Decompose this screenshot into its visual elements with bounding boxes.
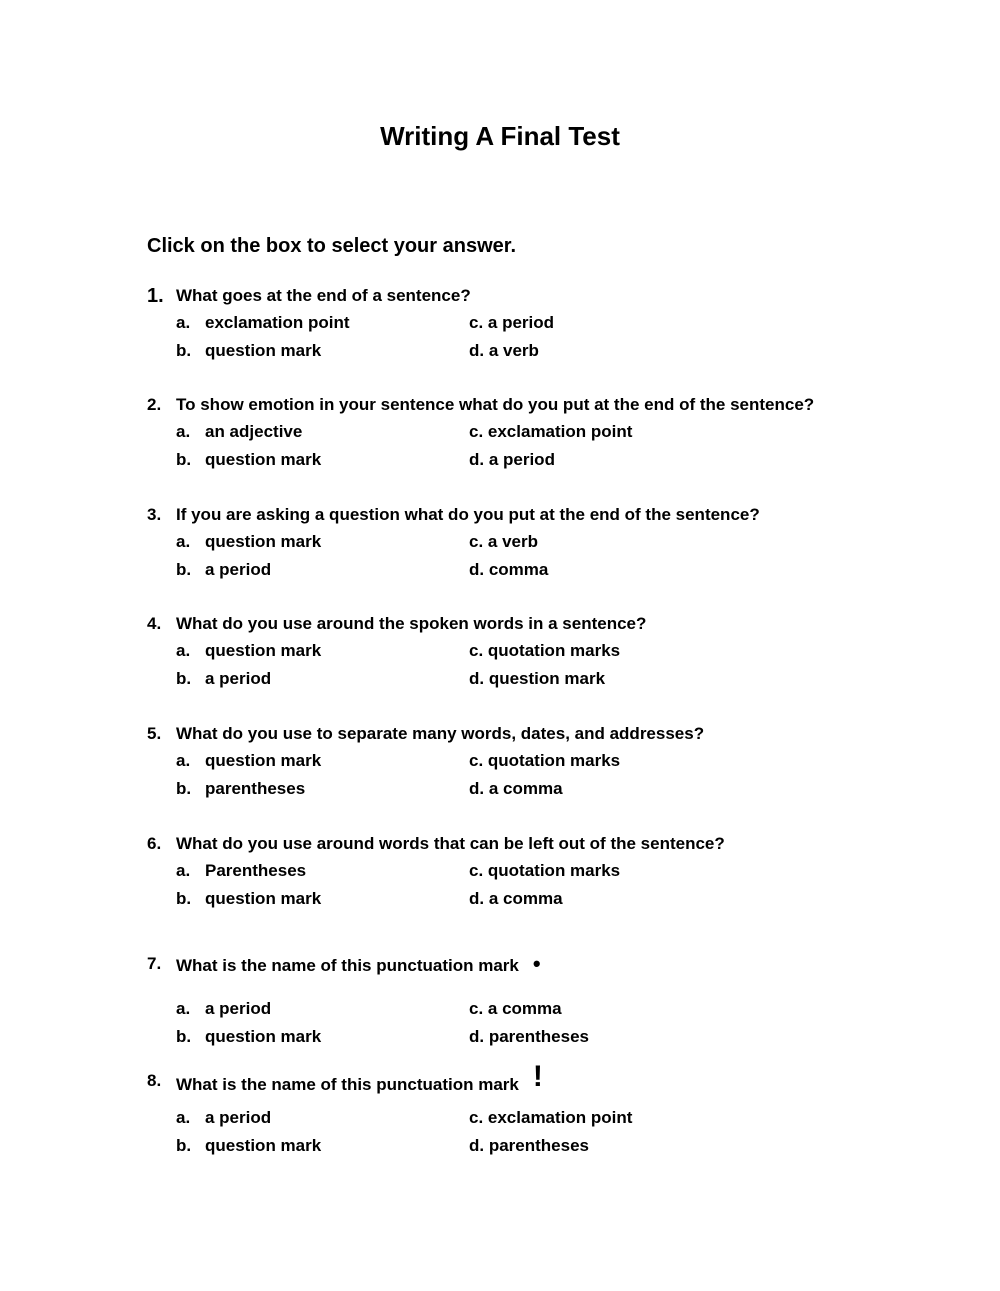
option-text: parentheses xyxy=(205,778,306,798)
answer-option-d[interactable]: d. a period xyxy=(469,449,555,469)
option-letter: a. xyxy=(176,313,191,332)
answer-option-b[interactable] xyxy=(176,775,305,803)
period-mark-icon: • xyxy=(532,951,541,976)
option-text: question mark xyxy=(205,532,322,551)
option-letter: b. xyxy=(176,559,192,579)
question-text-wrapper xyxy=(176,951,541,979)
answer-option-b[interactable] xyxy=(176,446,321,474)
option-letter: a. xyxy=(176,999,191,1018)
answer-option-b[interactable] xyxy=(176,337,321,365)
question-1 xyxy=(147,283,907,364)
test-title: Writing A Final Test xyxy=(380,121,620,151)
option-text: a period xyxy=(205,559,272,579)
question-text: What do you use to separate many words, dates, and addresses? xyxy=(176,724,705,743)
option-letter: a. xyxy=(176,422,191,441)
option-letter: a. xyxy=(176,1108,191,1127)
question-number: 1. xyxy=(147,285,164,307)
answer-option-c[interactable]: c. a period xyxy=(469,313,555,332)
option-text: a period xyxy=(205,999,272,1018)
answer-option-b[interactable] xyxy=(176,1132,321,1160)
option-letter: b. xyxy=(176,1135,192,1155)
instruction-text: Click on the box to select your answer. xyxy=(147,235,516,257)
answer-option-d[interactable]: d. parentheses xyxy=(469,1026,589,1046)
answer-option-b[interactable] xyxy=(176,885,321,913)
answer-option-b[interactable] xyxy=(176,556,271,584)
question-5 xyxy=(147,721,907,802)
option-text: question mark xyxy=(205,340,322,360)
answer-option-a[interactable] xyxy=(176,528,321,556)
option-text: question mark xyxy=(205,1135,322,1155)
option-letter: a. xyxy=(176,751,191,770)
option-text: exclamation point xyxy=(205,313,350,332)
question-number: 5. xyxy=(147,724,162,743)
answer-option-c[interactable]: c. exclamation point xyxy=(469,422,633,441)
option-text: a period xyxy=(205,1108,272,1127)
answer-option-d[interactable]: d. a comma xyxy=(469,888,563,908)
option-letter: a. xyxy=(176,861,191,880)
option-text: question mark xyxy=(205,888,322,908)
option-text: question mark xyxy=(205,751,322,770)
answer-option-d[interactable]: d. a verb xyxy=(469,340,539,360)
question-number: 8. xyxy=(147,1071,162,1090)
option-text: question mark xyxy=(205,641,322,660)
option-letter: b. xyxy=(176,668,192,688)
answer-option-a[interactable] xyxy=(176,747,321,775)
option-text: a period xyxy=(205,668,272,688)
question-number: 3. xyxy=(147,505,162,524)
question-text: To show emotion in your sentence what do you put at the end of the sentence? xyxy=(176,395,815,414)
question-text-wrapper xyxy=(176,1060,543,1098)
question-8 xyxy=(147,1060,907,1159)
question-7 xyxy=(147,951,907,1050)
question-2 xyxy=(147,392,907,473)
option-letter: b. xyxy=(176,340,192,360)
question-number: 7. xyxy=(147,954,162,973)
option-letter: a. xyxy=(176,641,191,660)
answer-option-d[interactable]: d. a comma xyxy=(469,778,563,798)
question-text: What do you use around words that can be left out of the sentence? xyxy=(176,834,725,853)
answer-option-c[interactable]: c. quotation marks xyxy=(469,641,621,660)
question-3 xyxy=(147,502,907,583)
answer-option-c[interactable]: c. a verb xyxy=(469,532,538,551)
question-6 xyxy=(147,831,907,912)
answer-option-b[interactable] xyxy=(176,1023,321,1051)
option-letter: b. xyxy=(176,778,192,798)
question-text: What is the name of this punctuation mark xyxy=(176,1075,519,1094)
option-text: question mark xyxy=(205,1026,322,1046)
question-text: What goes at the end of a sentence? xyxy=(176,286,471,305)
question-number: 4. xyxy=(147,614,162,633)
answer-option-b[interactable] xyxy=(176,665,271,693)
answer-option-d[interactable]: d. comma xyxy=(469,559,549,579)
option-text: Parentheses xyxy=(205,861,307,880)
answer-option-c[interactable]: c. quotation marks xyxy=(469,861,621,880)
answer-option-a[interactable] xyxy=(176,995,271,1023)
answer-option-c[interactable]: c. exclamation point xyxy=(469,1108,633,1127)
answer-option-c[interactable]: c. quotation marks xyxy=(469,751,621,770)
exclamation-mark-icon: ! xyxy=(532,1060,543,1093)
question-text: If you are asking a question what do you put at the end of the sentence? xyxy=(176,505,760,524)
question-number: 2. xyxy=(147,395,162,414)
answer-option-c[interactable]: c. a comma xyxy=(469,999,562,1018)
answer-option-a[interactable] xyxy=(176,1104,271,1132)
answer-option-a[interactable] xyxy=(176,857,306,885)
question-number: 6. xyxy=(147,834,162,853)
question-4 xyxy=(147,611,907,692)
option-letter: b. xyxy=(176,888,192,908)
answer-option-d[interactable]: d. question mark xyxy=(469,668,606,688)
question-text: What is the name of this punctuation mark xyxy=(176,956,519,975)
answer-option-a[interactable] xyxy=(176,418,302,446)
answer-option-a[interactable] xyxy=(176,637,321,665)
question-text: What do you use around the spoken words in a sentence? xyxy=(176,614,647,633)
option-letter: b. xyxy=(176,1026,192,1046)
answer-option-d[interactable]: d. parentheses xyxy=(469,1135,589,1155)
option-text: an adjective xyxy=(205,422,303,441)
option-letter: a. xyxy=(176,532,191,551)
option-letter: b. xyxy=(176,449,192,469)
option-text: question mark xyxy=(205,449,322,469)
answer-option-a[interactable] xyxy=(176,309,350,337)
